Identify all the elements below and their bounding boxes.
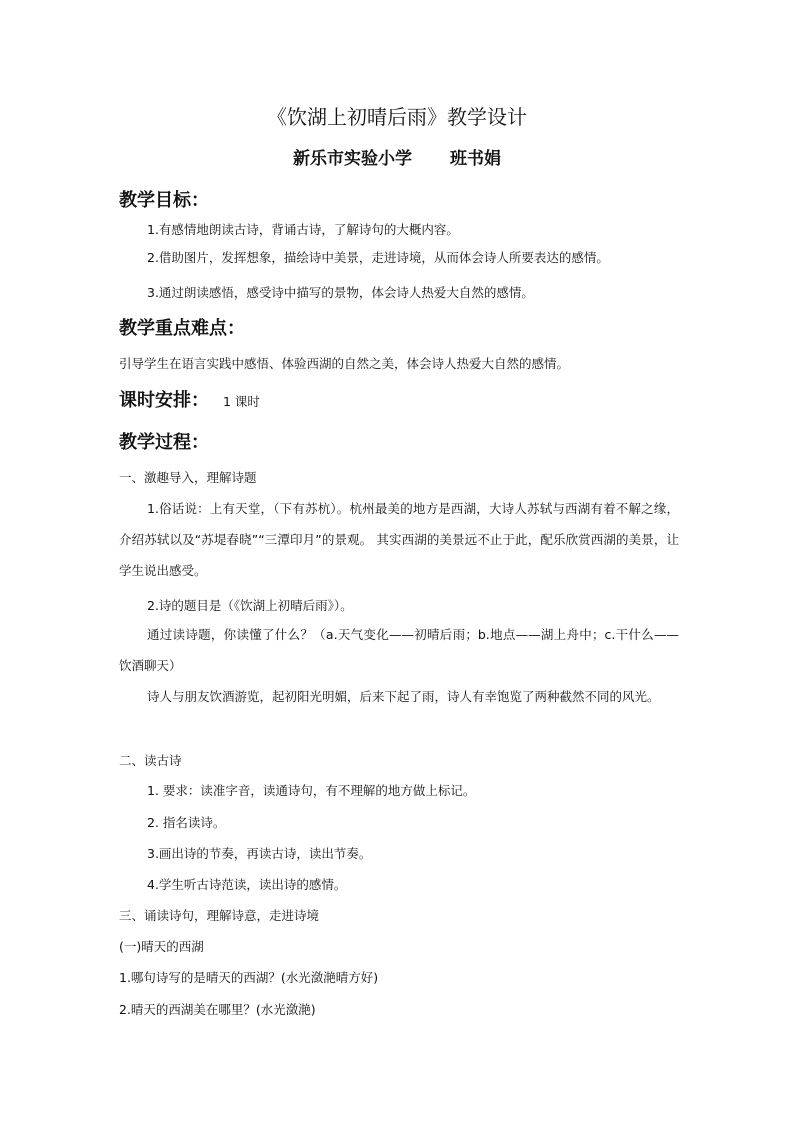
section-title: 二、读古诗 [119,753,182,768]
section-title: 一、激趣导入，理解诗题 [119,470,257,485]
question-item: 2.晴天的西湖美在哪里？(水光潋滟) [119,1002,316,1017]
objective-item: 3.通过朗读感悟，感受诗中描写的景物，体会诗人热爱大自然的感情。 [147,285,534,300]
author-line [0,147,794,171]
objectives-heading: 教学目标： [119,190,209,211]
schedule-heading [119,389,260,414]
list-item: 2. 指名读诗。 [147,815,226,830]
author-school: 新乐市实验小学 [293,149,412,169]
list-item: 3.画出诗的节奏，再读古诗，读出节奏。 [147,846,372,861]
paragraph: 诗人与朋友饮酒游览，起初阳光明媚，后来下起了雨，诗人有幸饱览了两种截然不同的风光。 [147,689,660,704]
schedule-label: 课时安排： [119,390,209,411]
keypoints-heading: 教学重点难点： [119,318,245,339]
paragraph: 1.俗话说：上有天堂，（下有苏杭）。杭州最美的地方是西湖，大诗人苏轼与西湖有着不解之缘，介绍苏轼以及“苏堤春晓”“三潭印月”的景观。 其实西湖的美景远不止于此，配乐欣赏西湖的美景，让学生说出感受。 [119,501,679,578]
keypoints-text: 引导学生在语言实践中感悟、体验西湖的自然之美，体会诗人热爱大自然的感情。 [119,356,570,371]
section-title: 三、诵读诗句，理解诗意，走进诗境 [119,908,320,923]
list-item: 4.学生听古诗范读，读出诗的感情。 [147,877,347,892]
process-heading: 教学过程： [119,432,209,453]
paragraph: 通过读诗题，你读懂了什么？（a.天气变化——初晴后雨；b.地点——湖上舟中；c.干什么——饮酒聊天） [119,627,679,673]
subsection-title: (一)晴天的西湖 [119,939,204,954]
objective-item: 1.有感情地朗读古诗，背诵古诗，了解诗句的大概内容。 [147,222,459,237]
question-item: 1.哪句诗写的是晴天的西湖？(水光潋滟晴方好) [119,970,379,985]
author-name: 班书娟 [450,149,501,169]
objective-item: 2.借助图片，发挥想象，描绘诗中美景，走进诗境，从而体会诗人所要表达的感情。 [147,250,609,265]
list-item: 1. 要求：读准字音，读通诗句，有不理解的地方做上标记。 [147,783,476,798]
paragraph: 2.诗的题目是（《饮湖上初晴后雨》）。 [147,598,353,613]
document-title: 《饮湖上初晴后雨》教学设计 [267,105,527,129]
schedule-value: 1 课时 [223,394,260,409]
